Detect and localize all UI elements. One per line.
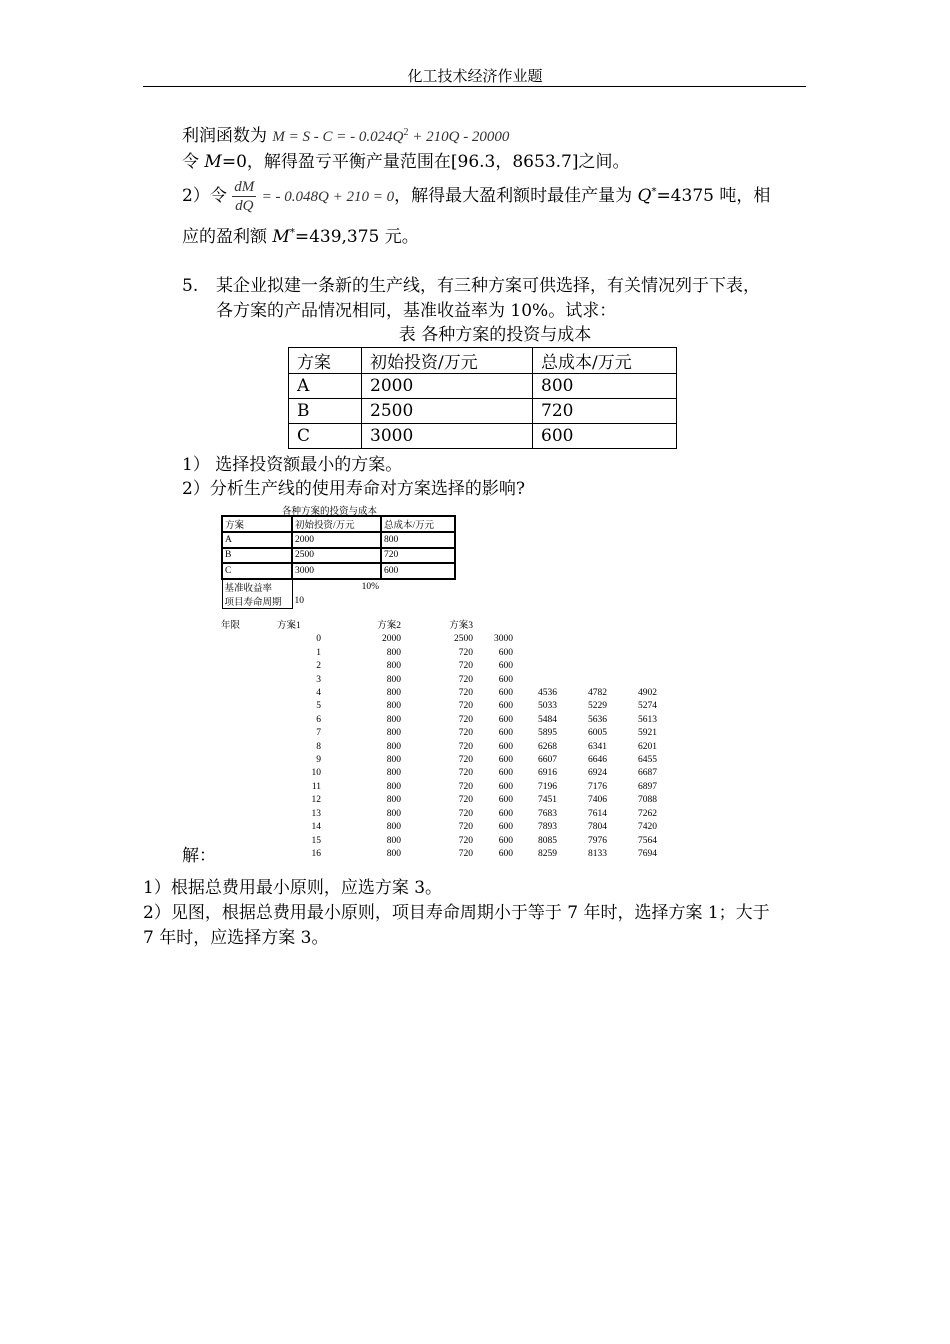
grid-value-cell: 5895 [538, 728, 557, 739]
grid-value-cell [221, 647, 277, 660]
grid-value-cell: 5274 [638, 701, 657, 712]
grid-value-cell: 800 [386, 741, 401, 752]
grid-value-cell: 720 [458, 808, 473, 819]
grid-value-cell: 800 [386, 688, 401, 699]
grid-value-cell: 800 [386, 728, 401, 739]
breakeven-range-line: 令 M=0，解得盈亏平衡产量范围在[96.3，8653.7]之间。 [182, 152, 630, 172]
grid-year-cell: 4 [316, 688, 321, 699]
profit-function-formula: M = S - C = - $0.024Q^2 + 210Q - 20000$ [272, 127, 510, 145]
grid-value-cell [557, 674, 607, 687]
grid-value-cell: 7262 [638, 808, 657, 819]
derivative-equation: = - 0.048Q + 210 = 0 [261, 189, 395, 205]
grid-value-cell: 4902 [638, 688, 657, 699]
grid-header-cell: 方案1 [277, 621, 301, 631]
sheet-cell: 2000 [292, 532, 381, 548]
grid-value-cell: 6341 [588, 741, 607, 752]
grid-value-cell: 800 [386, 701, 401, 712]
grid-value-cell [557, 660, 607, 673]
sheet-cell: A [222, 532, 292, 548]
table-row [289, 399, 677, 424]
grid-year-cell: 0 [316, 634, 321, 645]
answer-2-line1: 2）见图，根据总费用最小原则，项目寿命周期小于等于 7 年时，选择方案 1；大于 [143, 903, 770, 923]
grid-year-cell: 16 [311, 848, 321, 859]
grid-value-cell: 7176 [588, 781, 607, 792]
grid-value-cell: 800 [386, 795, 401, 806]
grid-value-cell: 7196 [538, 781, 557, 792]
grid-value-cell: 2000 [382, 634, 401, 645]
grid-row [221, 660, 657, 673]
sheet-cell: B [222, 548, 292, 564]
sheet-row [222, 532, 455, 548]
table-cell: 2500 [362, 399, 533, 424]
grid-value-cell [607, 674, 657, 687]
grid-value-cell [221, 835, 277, 848]
grid-value-cell [221, 794, 277, 807]
grid-value-cell: 5921 [638, 728, 657, 739]
question-text-line1: 某企业拟建一条新的生产线，有三种方案可供选择，有关情况列于下表， [216, 276, 760, 296]
grid-value-cell: 6455 [638, 755, 657, 766]
grid-value-cell [557, 647, 607, 660]
grid-value-cell [221, 848, 277, 861]
grid-year-cell: 11 [311, 781, 321, 792]
grid-row [221, 727, 657, 740]
grid-year-cell: 10 [311, 768, 321, 779]
grid-value-cell: 720 [458, 835, 473, 846]
rate-label: 基准收益率 [222, 579, 292, 594]
grid-value-cell: 600 [498, 728, 513, 739]
grid-value-cell: 600 [498, 768, 513, 779]
sheet-header-row [222, 516, 455, 532]
grid-value-cell: 5636 [588, 714, 607, 725]
grid-value-cell: 600 [498, 808, 513, 819]
grid-header-row [221, 620, 657, 633]
question-text-line2: 各方案的产品情况相同，基准收益率为 10%。试求： [216, 301, 617, 321]
sheet-cell: C [222, 563, 292, 579]
grid-row [221, 714, 657, 727]
page-header-title: 化工技术经济作业题 [407, 67, 543, 85]
sheet-rate-row [222, 579, 455, 594]
sheet-row [222, 563, 455, 579]
sheet-cell: 720 [381, 548, 455, 564]
max-profit-line: 应的盈利额 M*=439,375 元。 [182, 227, 419, 247]
grid-value-cell: 7420 [638, 822, 657, 833]
grid-row [221, 687, 657, 700]
grid-row [221, 633, 657, 646]
grid-value-cell: 600 [498, 661, 513, 672]
grid-year-cell: 13 [311, 808, 321, 819]
grid-value-cell [513, 674, 557, 687]
grid-value-cell [607, 647, 657, 660]
grid-year-cell: 7 [316, 728, 321, 739]
grid-year-cell: 1 [316, 647, 321, 658]
table-header-cell: 初始投资/万元 [362, 348, 533, 374]
sheet-cell: 总成本/万元 [381, 516, 455, 532]
table-title: 表 各种方案的投资与成本 [398, 325, 592, 345]
sheet-cell: 2500 [292, 548, 381, 564]
grid-value-cell: 720 [458, 674, 473, 685]
grid-value-cell [221, 821, 277, 834]
sheet-cell: 3000 [292, 563, 381, 579]
grid-value-cell: 6687 [638, 768, 657, 779]
grid-row [221, 674, 657, 687]
grid-value-cell: 600 [498, 714, 513, 725]
grid-value-cell: 600 [498, 741, 513, 752]
grid-value-cell: 7564 [638, 835, 657, 846]
table-cell: C [289, 424, 362, 449]
grid-value-cell: 720 [458, 701, 473, 712]
grid-value-cell: 6924 [588, 768, 607, 779]
grid-header-cell: 年限 [221, 621, 241, 631]
grid-value-cell: 600 [498, 822, 513, 833]
grid-value-cell: 600 [498, 795, 513, 806]
grid-row [221, 647, 657, 660]
grid-value-cell [513, 660, 557, 673]
grid-value-cell [221, 674, 277, 687]
table-cell: 3000 [362, 424, 533, 449]
grid-value-cell: 800 [386, 755, 401, 766]
grid-value-cell: 720 [458, 795, 473, 806]
grid-value-cell: 600 [498, 848, 513, 859]
grid-value-cell: 800 [386, 835, 401, 846]
grid-value-cell: 5229 [588, 701, 607, 712]
grid-value-cell: 5613 [638, 714, 657, 725]
grid-value-cell: 800 [386, 714, 401, 725]
grid-value-cell: 8259 [538, 848, 557, 859]
grid-year-cell: 12 [311, 795, 321, 806]
grid-value-cell: 720 [458, 822, 473, 833]
grid-year-cell: 6 [316, 714, 321, 725]
grid-row [221, 700, 657, 713]
grid-value-cell: 800 [386, 808, 401, 819]
grid-value-cell: 720 [458, 848, 473, 859]
table-row [289, 374, 677, 399]
grid-value-cell: 7406 [588, 795, 607, 806]
table-header-cell: 总成本/万元 [533, 348, 677, 374]
grid-value-cell [221, 741, 277, 754]
grid-value-cell: 7893 [538, 822, 557, 833]
table-cell: 720 [533, 399, 677, 424]
grid-value-cell [221, 727, 277, 740]
sub-question-1: 1） 选择投资额最小的方案。 [182, 455, 403, 475]
grid-header-cell: 方案2 [377, 621, 401, 631]
table-cell: 800 [533, 374, 677, 399]
grid-value-cell: 800 [386, 768, 401, 779]
grid-value-cell: 720 [458, 647, 473, 658]
grid-value-cell [513, 633, 557, 646]
grid-value-cell: 4782 [588, 688, 607, 699]
cost-by-year-grid [221, 620, 657, 861]
grid-value-cell: 720 [458, 728, 473, 739]
grid-value-cell: 600 [498, 781, 513, 792]
grid-value-cell: 600 [498, 647, 513, 658]
sheet-input-table [221, 515, 456, 609]
grid-value-cell: 8133 [588, 848, 607, 859]
grid-value-cell: 720 [458, 714, 473, 725]
table-cell: 2000 [362, 374, 533, 399]
grid-value-cell: 720 [458, 661, 473, 672]
grid-year-cell: 3 [316, 674, 321, 685]
grid-value-cell: 6646 [588, 755, 607, 766]
grid-row [221, 848, 657, 861]
sheet-cell: 初始投资/万元 [292, 516, 381, 532]
grid-value-cell: 7614 [588, 808, 607, 819]
grid-value-cell: 5484 [538, 714, 557, 725]
grid-year-cell: 8 [316, 741, 321, 752]
grid-value-cell [221, 767, 277, 780]
grid-value-cell: 6201 [638, 741, 657, 752]
grid-value-cell: 7683 [538, 808, 557, 819]
answer-1: 1）根据总费用最小原则，应选方案 3。 [143, 878, 443, 898]
grid-year-cell: 2 [316, 661, 321, 672]
grid-value-cell: 720 [458, 768, 473, 779]
grid-value-cell [221, 687, 277, 700]
investment-cost-table [288, 347, 677, 449]
grid-value-cell: 800 [386, 674, 401, 685]
grid-value-cell: 720 [458, 755, 473, 766]
grid-row [221, 794, 657, 807]
grid-value-cell: 6897 [638, 781, 657, 792]
grid-value-cell [221, 754, 277, 767]
grid-value-cell: 600 [498, 701, 513, 712]
grid-value-cell: 600 [498, 835, 513, 846]
grid-value-cell: 800 [386, 848, 401, 859]
grid-year-cell: 15 [311, 835, 321, 846]
grid-value-cell: 6916 [538, 768, 557, 779]
grid-row [221, 821, 657, 834]
grid-value-cell [221, 714, 277, 727]
grid-value-cell [221, 633, 277, 646]
grid-row [221, 754, 657, 767]
grid-year-cell: 9 [316, 755, 321, 766]
grid-value-cell [221, 781, 277, 794]
grid-row [221, 741, 657, 754]
grid-value-cell: 600 [498, 674, 513, 685]
table-header-cell: 方案 [289, 348, 362, 374]
table-cell: 600 [533, 424, 677, 449]
grid-value-cell: 800 [386, 781, 401, 792]
grid-value-cell: 6268 [538, 741, 557, 752]
grid-row [221, 767, 657, 780]
grid-value-cell: 800 [386, 661, 401, 672]
table-header-row [289, 348, 677, 374]
sheet-cell: 600 [381, 563, 455, 579]
grid-value-cell: 5033 [538, 701, 557, 712]
grid-row [221, 781, 657, 794]
grid-value-cell [513, 647, 557, 660]
grid-value-cell: 720 [458, 741, 473, 752]
grid-value-cell: 6607 [538, 755, 557, 766]
grid-value-cell [221, 808, 277, 821]
sub-question-2: 2）分析生产线的使用寿命对方案选择的影响? [182, 479, 525, 499]
sheet-cell: 800 [381, 532, 455, 548]
header-divider [143, 86, 806, 87]
profit-function-line [182, 124, 509, 149]
grid-value-cell: 800 [386, 647, 401, 658]
sheet-row [222, 548, 455, 564]
grid-value-cell: 600 [498, 755, 513, 766]
grid-header-cell: 方案3 [449, 621, 473, 631]
grid-value-cell: 6005 [588, 728, 607, 739]
life-value: 10 [294, 595, 304, 606]
grid-year-cell: 14 [311, 822, 321, 833]
grid-value-cell [557, 633, 607, 646]
grid-value-cell: 720 [458, 781, 473, 792]
grid-value-cell: 7804 [588, 822, 607, 833]
grid-row [221, 835, 657, 848]
life-label: 项目寿命周期 [222, 594, 292, 609]
grid-value-cell: 7694 [638, 848, 657, 859]
sheet-life-row [222, 594, 455, 609]
grid-value-cell: 7976 [588, 835, 607, 846]
grid-value-cell: 4536 [538, 688, 557, 699]
grid-value-cell: 8085 [538, 835, 557, 846]
sheet-title: 各种方案的投资与成本 [282, 507, 378, 517]
table-row [289, 424, 677, 449]
grid-value-cell: 720 [458, 688, 473, 699]
table-cell: B [289, 399, 362, 424]
grid-value-cell: 2500 [454, 634, 473, 645]
grid-value-cell [221, 700, 277, 713]
question-number: 5. [182, 276, 199, 296]
grid-value-cell: 800 [386, 822, 401, 833]
grid-row [221, 808, 657, 821]
grid-value-cell [221, 660, 277, 673]
sheet-cell: 方案 [222, 516, 292, 532]
grid-value-cell [607, 660, 657, 673]
grid-year-cell: 5 [316, 701, 321, 712]
grid-value-cell: 600 [498, 688, 513, 699]
grid-value-cell: 3000 [494, 634, 513, 645]
table-cell: A [289, 374, 362, 399]
rate-value: 10% [361, 581, 379, 592]
solution-label: 解： [182, 846, 216, 866]
profit-function-label: 利润函数为 [182, 126, 267, 146]
grid-value-cell: 7088 [638, 795, 657, 806]
derivative-fraction: $\frac{dM}{dQ}$ [234, 179, 255, 214]
grid-value-cell: 7451 [538, 795, 557, 806]
grid-value-cell [607, 633, 657, 646]
answer-2-line2: 7 年时，应选择方案 3。 [143, 928, 329, 948]
optimal-output-line: 2）令 $\frac{dM}{dQ}$ = - 0.048Q + 210 = 0，解得最大盈利额时最佳产量为 Q*=4375 吨，相 [182, 179, 771, 214]
